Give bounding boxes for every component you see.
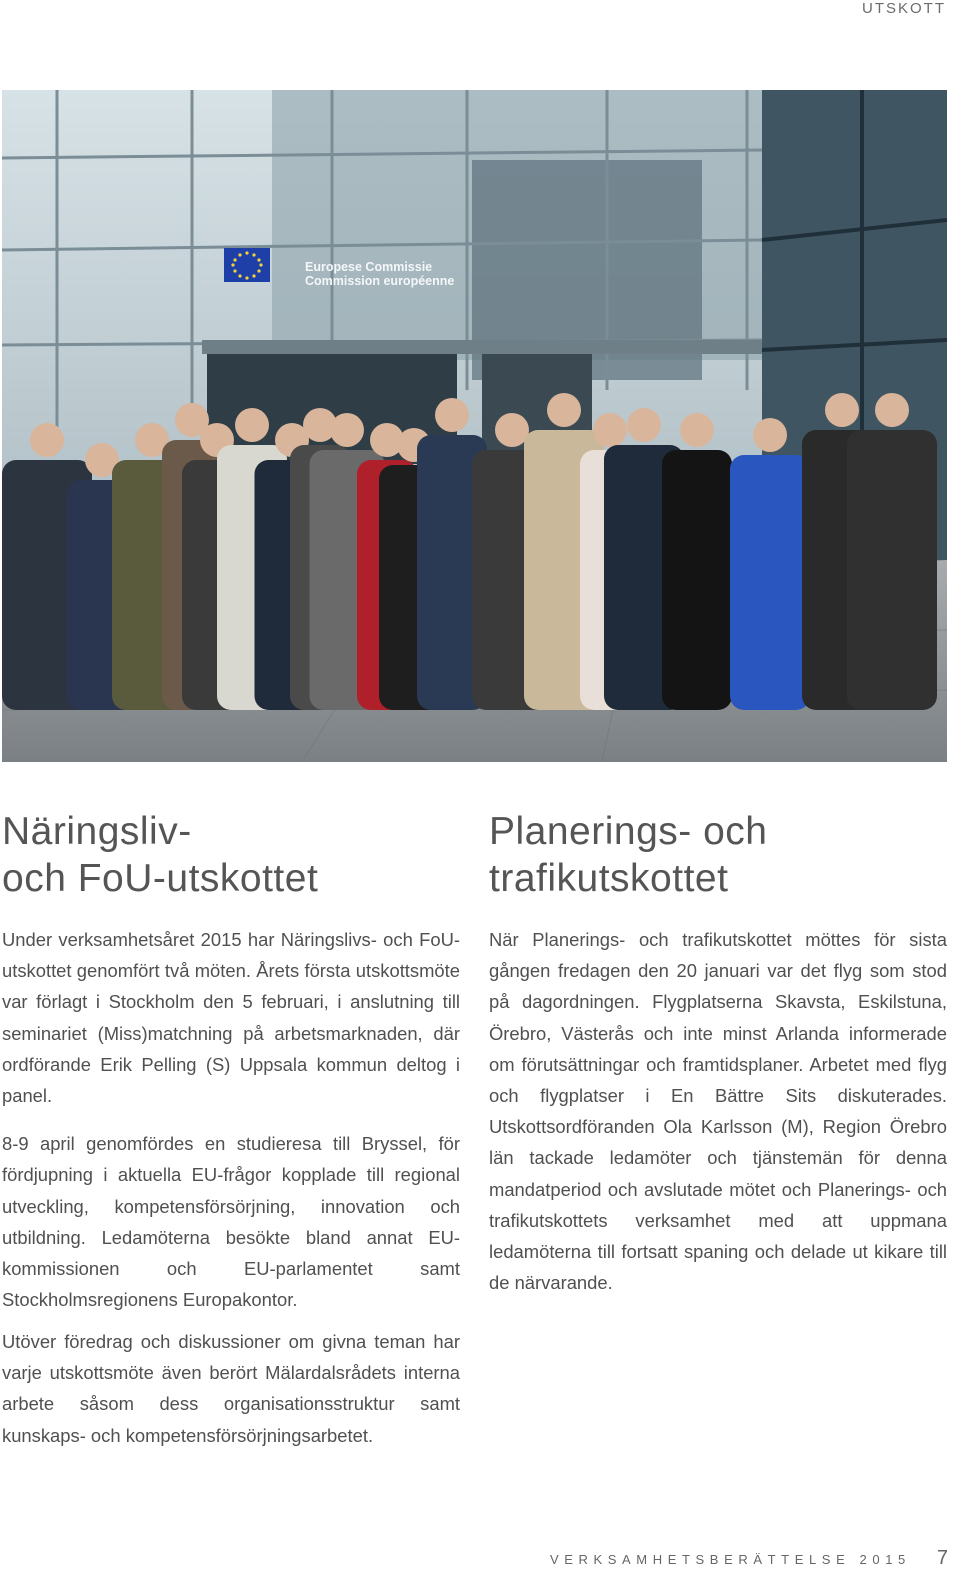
planerings-paragraph-1: När Planerings- och trafikutskottet möttes för sista gången fredagen den 20 januari var det flyg som stod på dagordningen. Flygplatserna Skavsta, Eskilstuna, Örebro, Västerås och inte minst Arlanda informerade om förutsättningar och framtidsplaner. Arbetet med flyg och flygplatser i En Bättre Sits diskuterades. Utskottsordföranden Ola Karlsson (M), Region Örebro län tackade ledamöter och tjänstemän för denna mandatperiod och avslutade mötet och Planerings- och trafikutskottets verksamhet med att uppmana ledamöterna till fortsatt spaning och delade ut kikare till de närvarande. xyxy=(489,929,947,1294)
group-photo xyxy=(2,90,947,762)
person-head xyxy=(753,418,787,452)
title-line: Planerings- och xyxy=(489,810,768,853)
naringsliv-paragraph-1: Under verksamhetsåret 2015 har Näringslivs- och FoU-utskottet genomfört två möten. Årets första utskottsmöte var förlagt i Stockholm den 5 februari, i anslutning till seminariet (Miss)matchning på arbetsmarknaden, där ordförande Erik Pelling (S) Uppsala kommun deltog i panel. xyxy=(2,929,460,1107)
section-label: UTSKOTT xyxy=(862,0,946,17)
person-head xyxy=(680,413,714,447)
svg-text:Commission européenne: Commission européenne xyxy=(305,274,455,288)
person-head xyxy=(435,398,469,432)
naringsliv-paragraph-2: 8-9 april genomfördes en studieresa till Bryssel, för fördjupning i aktuella EU-frågor kopplade till regional utveckling, kompetensförsörjning, innovation och utbildning. Ledamöterna besökte bland annat EU-kommissionen och EU-parlamentet samt Stockholmsregionens Europakontor. xyxy=(2,1133,460,1311)
svg-text:Europese Commissie: Europese Commissie xyxy=(305,260,433,274)
person-figure xyxy=(847,430,937,710)
naringsliv-section xyxy=(2,808,460,1332)
planerings-title xyxy=(489,808,947,902)
person-head xyxy=(330,413,364,447)
person-head xyxy=(495,413,529,447)
page-footer xyxy=(550,1547,948,1570)
title-line: trafikutskottet xyxy=(489,857,729,900)
footer-title: VERKSAMHETSBERÄTTELSE 2015 xyxy=(549,1552,911,1567)
person-head xyxy=(547,393,581,427)
naringsliv-title xyxy=(2,808,460,902)
person-head xyxy=(30,423,64,457)
person-figure xyxy=(662,450,732,710)
person-head xyxy=(627,408,661,442)
naringsliv-section-continued xyxy=(2,1326,460,1468)
title-line: Näringsliv- xyxy=(2,810,192,853)
person-head xyxy=(875,393,909,427)
person-head xyxy=(825,393,859,427)
person-figure xyxy=(730,455,810,710)
naringsliv-paragraph-3: Utöver föredrag och diskussioner om givna teman har varje utskottsmöte även berört Mälardalsrådets interna arbete såsom dess organisationsstruktur samt kunskaps- och kompetensförsörjningsarbetet. xyxy=(2,1331,460,1446)
person-head xyxy=(593,413,627,447)
person-head xyxy=(235,408,269,442)
planerings-section xyxy=(489,808,947,1315)
page-number: 7 xyxy=(936,1547,948,1569)
title-line: och FoU-utskottet xyxy=(2,857,319,900)
